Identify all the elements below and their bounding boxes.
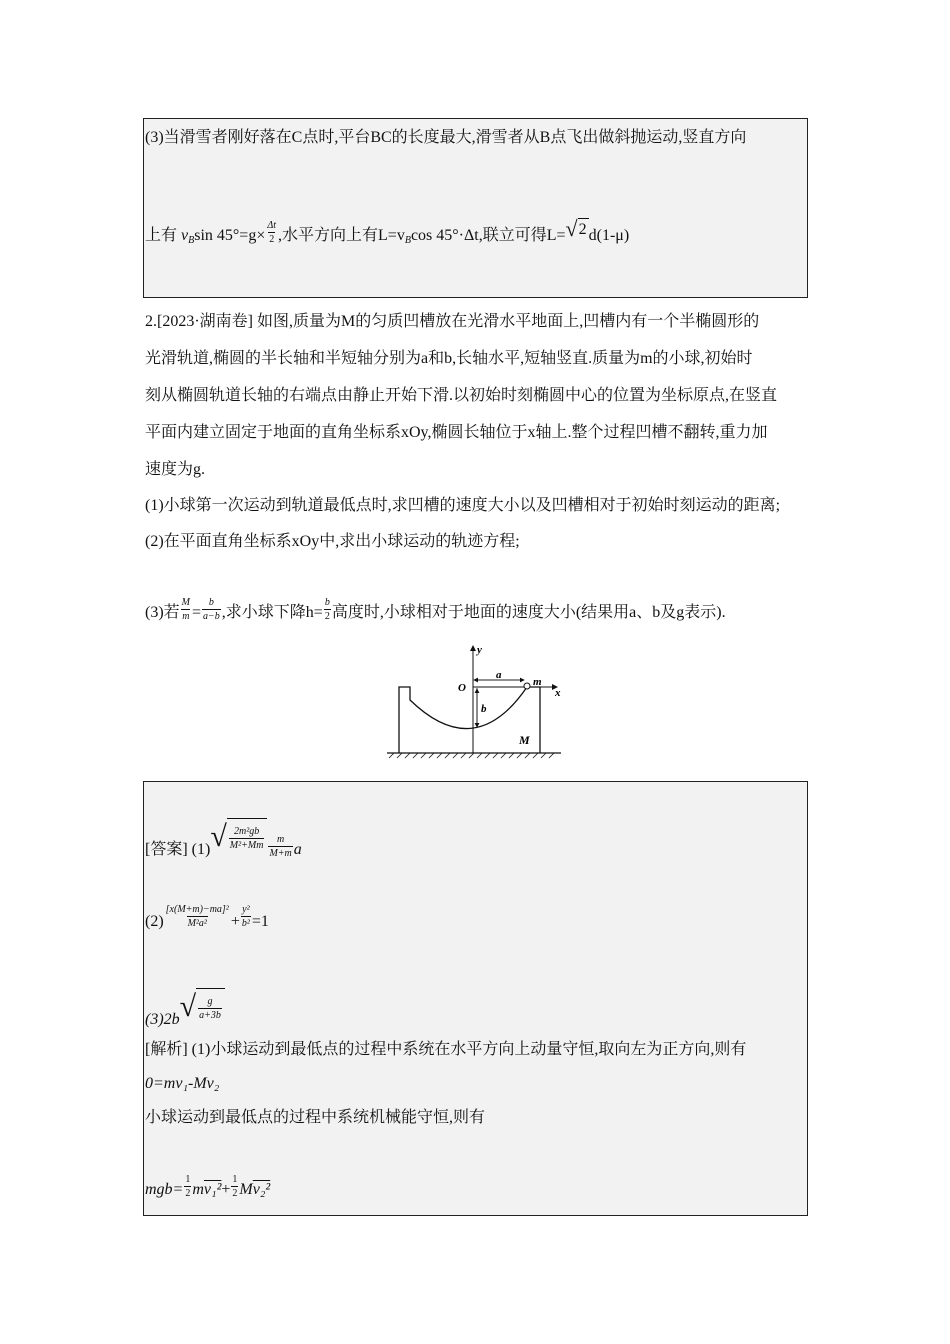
answer-2-prefix: (2) <box>145 913 164 930</box>
frac-num: g <box>207 996 213 1007</box>
frac-den: b² <box>241 918 250 929</box>
label-m: m <box>533 676 542 688</box>
frac-den: 2 <box>324 611 330 622</box>
eq2-v2sq: v₂² <box>252 1181 271 1198</box>
answer-3 <box>145 988 225 1030</box>
frac-den: M+m <box>269 848 292 859</box>
box1-line2-g: d(1-μ) <box>588 227 630 244</box>
answer-1-sqrt: √ $\frac{\text{2m²gb}}{\text{M²+Mm}}$ <box>210 818 267 852</box>
frac-den: a+3b <box>199 1010 221 1021</box>
label-b: b <box>481 703 487 715</box>
box1-line1 <box>145 128 746 148</box>
answer-2 <box>145 903 269 932</box>
q3-b: ,求小球下降h= <box>221 604 323 621</box>
eq2-a: mgb= <box>145 1181 184 1198</box>
frac-b-2 <box>324 596 331 623</box>
frac-num: 1 <box>232 1174 238 1185</box>
frac-num: M <box>181 597 191 608</box>
answer-1-prefix: (1) <box>191 841 211 858</box>
box1-line2-d: L=v <box>378 227 405 244</box>
answer-1-tail: a <box>293 841 302 858</box>
analysis-line-2: 小球运动到最低点的过程中系统机械能守恒,则有 <box>145 1109 486 1126</box>
frac-den: 2 <box>269 234 275 245</box>
box1-line2-a: 上有 <box>145 227 178 244</box>
q3-a: (3)若 <box>145 604 180 621</box>
problem-line-4: 平面内建立固定于地面的直角坐标系xOy,椭圆长轴位于x轴上.整个过程凹槽不翻转,重力加 <box>145 424 768 441</box>
problem-line-2: 光滑轨道,椭圆的半长轴和半短轴分别为a和b,长轴水平,短轴竖直.质量为m的小球,初始时 <box>145 350 753 367</box>
frac-M-m <box>181 596 191 623</box>
label-O: O <box>458 682 466 694</box>
analysis-text-1: (1)小球运动到最低点的过程中系统在水平方向上动量守恒,取向左为正方向,则有 <box>191 1041 747 1058</box>
box1-line1-text: (3)当滑雪者刚好落在C点时,平台BC的长度最大,滑雪者从B点飞出做斜抛运动,竖直方向 <box>145 129 747 146</box>
sqrt2: √ 2 <box>565 216 587 241</box>
problem-line-5: 速度为g. <box>145 461 206 478</box>
frac-b-amb <box>202 596 221 623</box>
eq2-half-1 <box>184 1173 191 1200</box>
frac-num: b <box>208 597 214 608</box>
label-M: M <box>519 733 530 747</box>
analysis-label: [解析] <box>145 1041 188 1058</box>
frac-den: 2 <box>185 1188 191 1199</box>
frac-num: y² <box>242 904 250 915</box>
groove-diagram <box>385 640 565 762</box>
frac-num: b <box>324 597 330 608</box>
frac-num: 2m²gb <box>234 826 260 837</box>
frac-num: [x(M+m)−ma]² <box>165 904 229 915</box>
answer-1-frac <box>268 833 292 860</box>
vb-symbol: v <box>181 227 189 244</box>
question-1: (1)小球第一次运动到轨道最低点时,求凹槽的速度大小以及凹槽相对于初始时刻运动的距离; <box>145 497 781 514</box>
problem-line-3: 刻从椭圆轨道长轴的右端点由静止开始下滑.以初始时刻椭圆中心的位置为坐标原点,在竖直 <box>145 387 778 404</box>
eq2-plus: + <box>221 1181 231 1198</box>
answer-3-prefix: (3)2b <box>145 1011 180 1028</box>
frac-den: M²a² <box>187 918 207 929</box>
equation-energy <box>145 1173 270 1200</box>
eq2-M: M <box>239 1181 253 1198</box>
box1-line2-b: sin 45°=g× <box>194 227 266 244</box>
answer-2-frac1 <box>165 903 230 930</box>
answer-2-tail: =1 <box>251 913 269 930</box>
eq2-m: m <box>192 1181 204 1198</box>
box1-line2-c: ,水平方向上有 <box>278 227 379 244</box>
box1-line2: 上有 $v_B\sin$ 45°=g× $\frac{\Delta t}{2}$ ,水平方向上有$L=v_B\cos$ 45°·Δt,联立可得L= √ 2 d(1-μ) <box>145 216 630 246</box>
frac-num: Δt <box>267 220 277 231</box>
frac-den: m <box>182 611 190 622</box>
question-2: (2)在平面直角坐标系xOy中,求出小球运动的轨迹方程; <box>145 533 520 550</box>
box1-line2-e: cos 45°·Δt,联立可得 <box>410 227 547 244</box>
dt-over-2-fraction <box>266 219 277 246</box>
answer-2-frac2 <box>241 903 251 930</box>
equation-momentum: 0=mv₁-Mv₂ <box>145 1075 220 1092</box>
eq2-v1sq: v₁² <box>203 1181 222 1198</box>
label-a: a <box>496 669 502 681</box>
frac-num: m <box>276 834 285 845</box>
frac-den: M²+Mm <box>229 840 264 851</box>
label-y: y <box>477 644 482 656</box>
answer-1 <box>145 818 302 860</box>
q3-c: 高度时,小球相对于地面的速度大小(结果用a、b及g表示). <box>331 604 726 621</box>
analysis-line-1 <box>145 1040 746 1060</box>
eq2-half-2 <box>231 1173 238 1200</box>
answer-3-sqrt: √ $\frac{g}{a+3b}$ <box>180 988 225 1022</box>
box1-line2-f: L= <box>546 227 566 244</box>
frac-den: 2 <box>232 1188 238 1199</box>
answer-2-plus: + <box>230 913 240 930</box>
problem-line-1: 2.[2023·湖南卷] 如图,质量为M的匀质凹槽放在光滑水平地面上,凹槽内有一个半椭圆形的 <box>145 313 760 330</box>
question-3 <box>145 596 726 623</box>
frac-num: 1 <box>185 1174 191 1185</box>
frac-den: a−b <box>203 611 220 622</box>
q3-eq: = <box>192 604 202 621</box>
sqrt2-value: 2 <box>578 218 589 240</box>
label-x: x <box>555 687 561 699</box>
answer-label: [答案] <box>145 841 188 858</box>
